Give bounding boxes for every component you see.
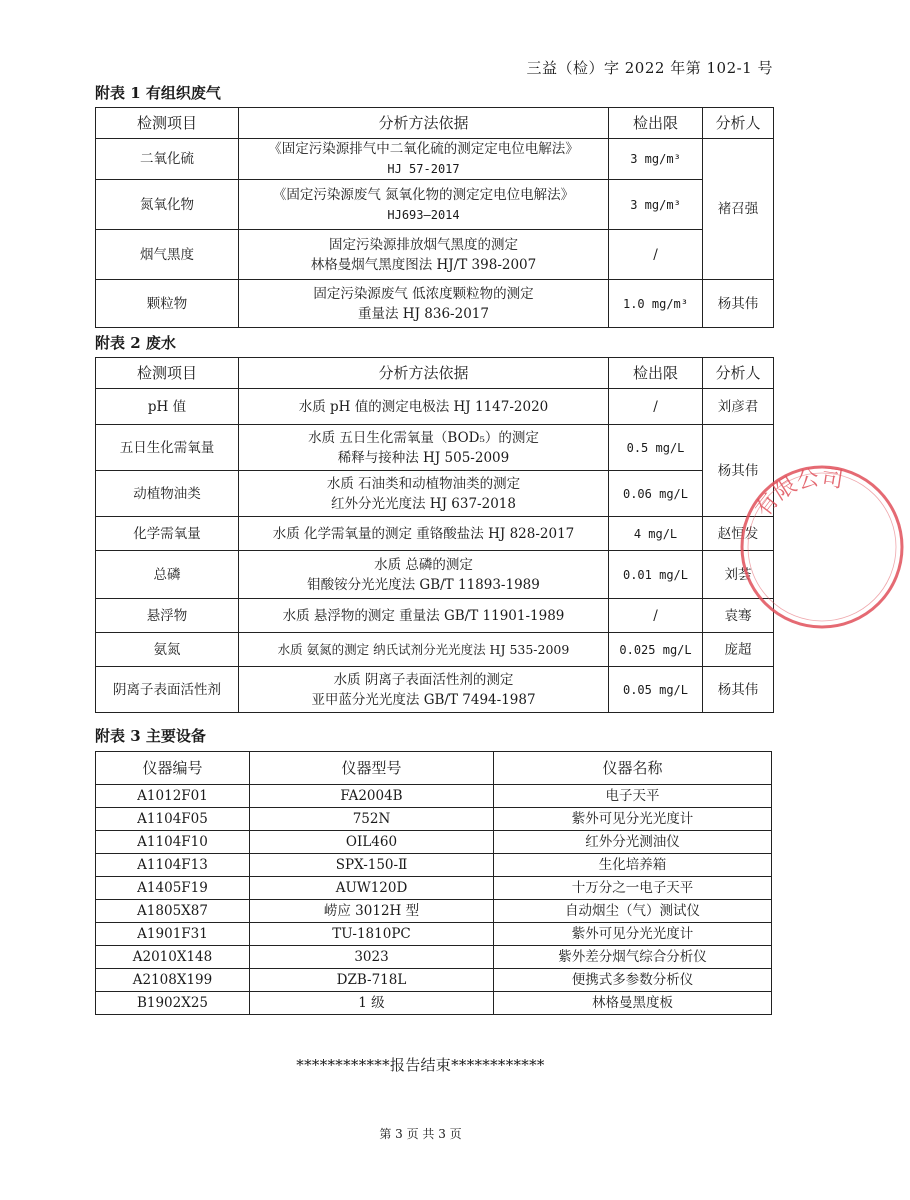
table-header-row (96, 358, 774, 389)
instrument-no: A1104F05 (96, 808, 250, 831)
limit-cell: 4 mg/L (609, 517, 703, 551)
instrument-no: A1104F13 (96, 854, 250, 877)
method-cell: 固定污染源排放烟气黑度的测定 林格曼烟气黑度图法 HJ/T 398-2007 (239, 230, 609, 280)
header-method: 分析方法依据 (239, 108, 609, 139)
table-row (96, 139, 774, 180)
header-instrument-no: 仪器编号 (96, 752, 250, 785)
table-row (96, 854, 772, 877)
instrument-model: DZB-718L (250, 969, 494, 992)
instrument-no: A2010X148 (96, 946, 250, 969)
table3-caption: 附表 3 主要设备 (95, 727, 206, 745)
method-cell: 水质 石油类和动植物油类的测定 红外分光光度法 HJ 637-2018 (239, 471, 609, 517)
method-cell: 水质 悬浮物的测定 重量法 GB/T 11901-1989 (239, 599, 609, 633)
table-row (96, 471, 774, 517)
item-cell: pH 值 (96, 389, 239, 425)
company-seal-stamp (735, 460, 910, 635)
table-row (96, 389, 774, 425)
main-equipment-table (95, 751, 772, 1015)
table-row (96, 831, 772, 854)
header-item: 检测项目 (96, 108, 239, 139)
item-cell: 颗粒物 (96, 280, 239, 328)
header-analyst: 分析人 (703, 358, 774, 389)
instrument-no: A2108X199 (96, 969, 250, 992)
analyst-cell: 庞超 (703, 633, 774, 667)
item-cell: 二氧化硫 (96, 139, 239, 180)
instrument-no: A1901F31 (96, 923, 250, 946)
method-cell: 《固定污染源废气 氮氧化物的测定定电位电解法》 HJ693—2014 (239, 180, 609, 230)
table2-caption: 附表 2 废水 (95, 334, 176, 352)
limit-cell: 0.06 mg/L (609, 471, 703, 517)
instrument-name: 自动烟尘（气）测试仪 (494, 900, 772, 923)
method-cell: 水质 总磷的测定 钼酸铵分光光度法 GB/T 11893-1989 (239, 551, 609, 599)
page-footer: 第 3 页 共 3 页 (379, 1127, 462, 1141)
table-header-row (96, 108, 774, 139)
svg-text:有限公司: 有限公司 (750, 465, 845, 522)
method-cell: 水质 氨氮的测定 纳氏试剂分光光度法 HJ 535-2009 (239, 633, 609, 667)
table-row (96, 969, 772, 992)
header-limit: 检出限 (609, 358, 703, 389)
method-cell: 水质 五日生化需氧量（BOD₅）的测定 稀释与接种法 HJ 505-2009 (239, 425, 609, 471)
method-cell: 水质 pH 值的测定电极法 HJ 1147-2020 (239, 389, 609, 425)
instrument-model: AUW120D (250, 877, 494, 900)
instrument-model: 崂应 3012H 型 (250, 900, 494, 923)
table-row (96, 992, 772, 1015)
table-row (96, 599, 774, 633)
header-instrument-name: 仪器名称 (494, 752, 772, 785)
instrument-name: 红外分光测油仪 (494, 831, 772, 854)
instrument-name: 林格曼黑度板 (494, 992, 772, 1015)
item-cell: 阴离子表面活性剂 (96, 667, 239, 713)
table-row (96, 785, 772, 808)
analyst-cell: 杨其伟 (703, 667, 774, 713)
item-cell: 动植物油类 (96, 471, 239, 517)
instrument-name: 紫外差分烟气综合分析仪 (494, 946, 772, 969)
instrument-no: A1805X87 (96, 900, 250, 923)
table-row (96, 230, 774, 280)
table-row (96, 425, 774, 471)
instrument-name: 紫外可见分光光度计 (494, 808, 772, 831)
analyst-cell: 杨其伟 (703, 280, 774, 328)
table-row (96, 667, 774, 713)
limit-cell: 3 mg/m³ (609, 139, 703, 180)
limit-cell: 0.5 mg/L (609, 425, 703, 471)
method-cell: 水质 阴离子表面活性剂的测定 亚甲蓝分光光度法 GB/T 7494-1987 (239, 667, 609, 713)
item-cell: 化学需氧量 (96, 517, 239, 551)
instrument-no: A1012F01 (96, 785, 250, 808)
item-cell: 氨氮 (96, 633, 239, 667)
method-cell: 水质 化学需氧量的测定 重铬酸盐法 HJ 828-2017 (239, 517, 609, 551)
instrument-model: 3023 (250, 946, 494, 969)
item-cell: 总磷 (96, 551, 239, 599)
analyst-cell: 袁骞 (703, 599, 774, 633)
limit-cell: 0.01 mg/L (609, 551, 703, 599)
report-number: 三益（检）字 2022 年第 102-1 号 (526, 59, 773, 77)
table1-caption: 附表 1 有组织废气 (95, 84, 221, 102)
table-row (96, 900, 772, 923)
limit-cell: 0.05 mg/L (609, 667, 703, 713)
waste-water-table (95, 357, 774, 713)
limit-cell: 1.0 mg/m³ (609, 280, 703, 328)
analyst-cell: 刘彦君 (703, 389, 774, 425)
table-row (96, 551, 774, 599)
instrument-model: 1 级 (250, 992, 494, 1015)
item-cell: 五日生化需氧量 (96, 425, 239, 471)
instrument-name: 生化培养箱 (494, 854, 772, 877)
instrument-name: 便携式多参数分析仪 (494, 969, 772, 992)
table-row (96, 280, 774, 328)
limit-cell: / (609, 389, 703, 425)
instrument-name: 十万分之一电子天平 (494, 877, 772, 900)
header-item: 检测项目 (96, 358, 239, 389)
analyst-cell: 赵恒发 (703, 517, 774, 551)
limit-cell: 0.025 mg/L (609, 633, 703, 667)
limit-cell: / (609, 599, 703, 633)
table-row (96, 877, 772, 900)
analyst-cell: 褚召强 (703, 139, 774, 280)
instrument-model: OIL460 (250, 831, 494, 854)
table-row (96, 517, 774, 551)
item-cell: 烟气黑度 (96, 230, 239, 280)
analyst-cell: 杨其伟 (703, 425, 774, 517)
header-instrument-model: 仪器型号 (250, 752, 494, 785)
limit-cell: / (609, 230, 703, 280)
instrument-model: FA2004B (250, 785, 494, 808)
item-cell: 氮氧化物 (96, 180, 239, 230)
header-method: 分析方法依据 (239, 358, 609, 389)
table-row (96, 180, 774, 230)
method-cell: 《固定污染源排气中二氧化硫的测定定电位电解法》 HJ 57-2017 (239, 139, 609, 180)
header-analyst: 分析人 (703, 108, 774, 139)
method-cell: 固定污染源废气 低浓度颗粒物的测定 重量法 HJ 836-2017 (239, 280, 609, 328)
table-row (96, 808, 772, 831)
table-header-row (96, 752, 772, 785)
limit-cell: 3 mg/m³ (609, 180, 703, 230)
organized-waste-gas-table (95, 107, 774, 328)
instrument-model: 752N (250, 808, 494, 831)
instrument-model: TU-1810PC (250, 923, 494, 946)
instrument-no: A1405F19 (96, 877, 250, 900)
instrument-no: A1104F10 (96, 831, 250, 854)
table-row (96, 923, 772, 946)
instrument-name: 紫外可见分光光度计 (494, 923, 772, 946)
table-row (96, 946, 772, 969)
item-cell: 悬浮物 (96, 599, 239, 633)
analyst-cell: 刘荟 (703, 551, 774, 599)
report-end-line: ************报告结束************ (296, 1056, 545, 1074)
instrument-name: 电子天平 (494, 785, 772, 808)
instrument-model: SPX-150-Ⅱ (250, 854, 494, 877)
table-row (96, 633, 774, 667)
header-limit: 检出限 (609, 108, 703, 139)
instrument-no: B1902X25 (96, 992, 250, 1015)
